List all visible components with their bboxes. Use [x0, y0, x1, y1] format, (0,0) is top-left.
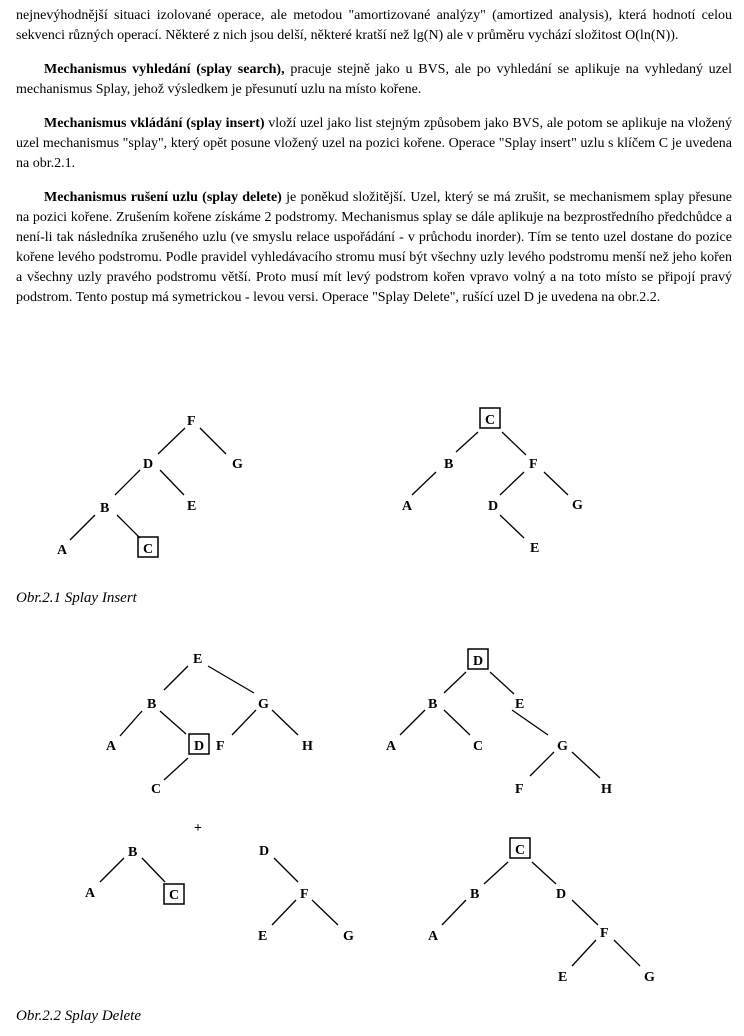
- fig2-tree-splayed: [400, 649, 600, 778]
- edge: [164, 666, 188, 690]
- edge: [274, 858, 298, 882]
- node-D: D: [143, 457, 154, 472]
- edge: [232, 710, 256, 735]
- edge: [444, 672, 466, 693]
- node-D: D: [488, 499, 499, 514]
- edge: [115, 470, 140, 495]
- node-E: E: [258, 929, 268, 944]
- edge: [490, 672, 514, 694]
- node-F: F: [216, 739, 225, 754]
- node-B: B: [128, 845, 138, 860]
- node-C: C: [473, 739, 484, 754]
- edge: [400, 710, 425, 735]
- figure-caption-2-2: Obr.2.2 Splay Delete: [16, 1008, 141, 1024]
- edge: [500, 472, 524, 495]
- node-E: E: [515, 697, 525, 712]
- edge: [200, 428, 226, 454]
- node-D: D: [556, 887, 567, 902]
- node-C: C: [169, 888, 180, 903]
- node-C: C: [515, 843, 526, 858]
- node-B: B: [444, 457, 454, 472]
- edge: [272, 710, 298, 735]
- edge: [544, 472, 568, 495]
- node-G: G: [343, 929, 354, 944]
- edge: [158, 428, 185, 454]
- edge: [456, 432, 478, 452]
- plus-sign: +: [194, 821, 202, 836]
- node-F: F: [300, 887, 309, 902]
- edge: [70, 515, 95, 540]
- node-labels: [57, 413, 655, 985]
- node-E: E: [530, 541, 540, 556]
- edge: [444, 710, 470, 735]
- edge: [614, 940, 640, 966]
- node-B: B: [147, 697, 157, 712]
- term-splay-delete: Mechanismus rušení uzlu (splay delete): [44, 190, 282, 205]
- node-B: B: [470, 887, 480, 902]
- node-G: G: [644, 970, 655, 985]
- edge: [142, 858, 165, 882]
- fig1-tree-before: [70, 428, 226, 557]
- paragraph-amortized: nejnevýhodnější situaci izolované operace, ale metodou "amortizované analýzy" (amortized analysis), která hodnotí celou sekvenci různých operací. Některé z nich jsou delší, některé kratší než lg(N) ale v průměru vychází složitost O(ln(N)).: [16, 8, 732, 43]
- edge: [208, 666, 254, 693]
- node-F: F: [515, 782, 524, 797]
- node-D: D: [473, 654, 484, 669]
- edge: [412, 472, 436, 495]
- node-C: C: [143, 542, 154, 557]
- node-E: E: [558, 970, 568, 985]
- node-G: G: [232, 457, 243, 472]
- node-H: H: [302, 739, 313, 754]
- figure-caption-2-1: Obr.2.1 Splay Insert: [16, 590, 137, 606]
- node-F: F: [187, 414, 196, 429]
- edge: [530, 752, 554, 776]
- node-D: D: [194, 739, 205, 754]
- term-splay-insert: Mechanismus vkládání (splay insert): [44, 116, 265, 131]
- node-F: F: [600, 926, 609, 941]
- edge: [160, 470, 184, 495]
- edge: [312, 900, 338, 925]
- fig2-tree-result: [442, 838, 640, 966]
- node-C: C: [485, 413, 496, 428]
- node-G: G: [258, 697, 269, 712]
- paragraph-splay-insert-body: vloží uzel jako list stejným způsobem jako BVS, ale potom se aplikuje na vložený uzel mechanismus "splay", který opět posune vložený uzel na pozici kořene. Operace "Splay insert" uzlu s klíčem C je uvedena na obr.2.1.: [16, 116, 732, 171]
- edge: [120, 711, 142, 736]
- term-splay-search: Mechanismus vyhledání (splay search),: [44, 62, 285, 77]
- edge: [572, 900, 598, 925]
- node-A: A: [106, 739, 117, 754]
- node-A: A: [85, 886, 96, 901]
- node-A: A: [57, 543, 68, 558]
- node-B: B: [100, 501, 110, 516]
- paragraph-splay-delete-body: je poněkud složitější. Uzel, který se má zrušit, se mechanismem splay přesune na pozici kořene. Zrušením kořene získáme 2 podstromy. Mechanismus splay se dále aplikuje na bezprostředního předchůdce a není-li tak následníka zrušeného uzlu (ve smyslu relace uspořádání - v průchodu inorder). Tím se tento uzel dostane do pozice kořene levého podstromu. Podle pravidel vyhledávacího stromu musí být všechny uzly levého podstromu menší než jeho kořen a všechny uzly pravého podstromu větší. Proto musí mít levý podstrom kořen vpravo volný a na toto místo se připojí pravý podstrom. Tento postup má symetrickou - levou versi. Operace "Splay Delete", rušící uzel D je uvedena na obr.2.2.: [16, 190, 732, 305]
- edge: [442, 900, 466, 925]
- node-B: B: [428, 697, 438, 712]
- edge: [532, 862, 556, 884]
- edge: [572, 940, 596, 966]
- edge: [484, 862, 508, 884]
- node-A: A: [386, 739, 397, 754]
- node-E: E: [193, 652, 203, 667]
- edge: [572, 752, 600, 778]
- node-H: H: [601, 782, 612, 797]
- node-E: E: [187, 499, 197, 514]
- edge: [512, 710, 548, 735]
- edge: [117, 515, 140, 538]
- node-A: A: [402, 499, 413, 514]
- node-C: C: [151, 782, 162, 797]
- edge: [272, 900, 296, 925]
- edge: [164, 758, 188, 780]
- node-F: F: [529, 457, 538, 472]
- fig2-tree-initial: [120, 666, 298, 780]
- edge: [100, 858, 124, 882]
- edge: [500, 515, 524, 538]
- paragraph-splay-search-body: pracuje stejně jako u BVS, ale po vyhledání se aplikuje na vyhledaný uzel mechanismus Splay, jehož výsledkem je přesunutí uzlu na místo kořene.: [16, 62, 732, 97]
- node-G: G: [557, 739, 568, 754]
- node-A: A: [428, 929, 439, 944]
- edge: [502, 432, 526, 455]
- node-G: G: [572, 498, 583, 513]
- edge: [160, 711, 186, 734]
- node-D: D: [259, 844, 270, 859]
